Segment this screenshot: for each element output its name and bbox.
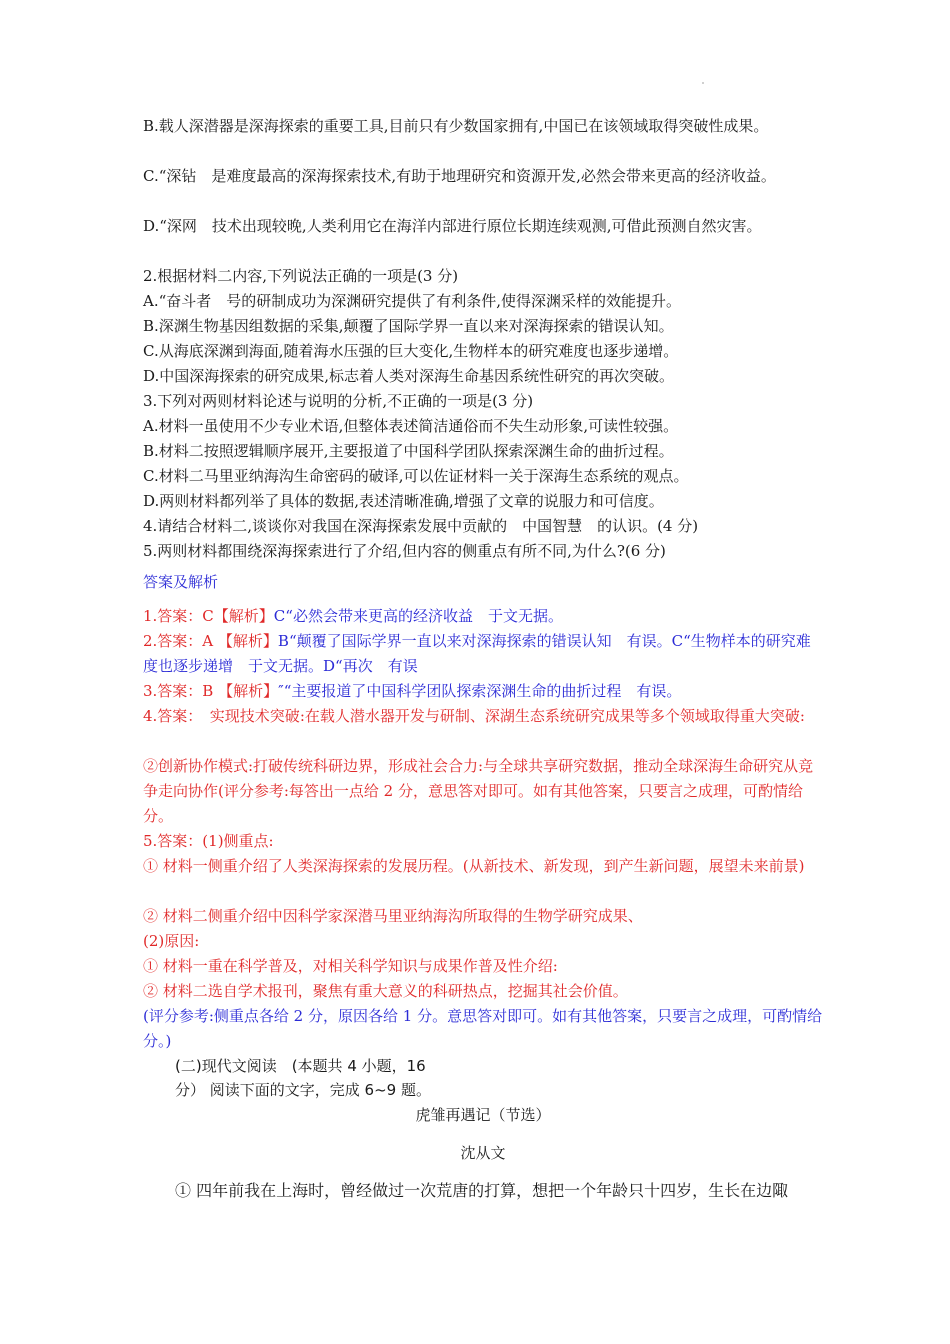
answer-5-focus-2: ② 材料二侧重介绍中因科学家深潜马里亚纳海沟所取得的生物学研究成果、 (143, 907, 643, 925)
answer-1-analysis: C“必然会带来更高的经济收益 于文无据。 (273, 607, 563, 625)
page-speck (702, 82, 704, 84)
q2-stem: 2.根据材料二内容,下列说法正确的一项是(3 分) (143, 267, 459, 285)
answer-5-reason-1: ① 材料一重在科学普及，对相关科学知识与成果作普及性介绍: (143, 957, 558, 975)
q1-option-c: C.“深钻 是难度最高的深海探索技术,有助于地理研究和资源开发,必然会带来更高的经济收益。 (143, 167, 776, 185)
answer-3-analysis: ″“主要报道了中国科学团队探索深渊生命的曲折过程 有误。 (278, 682, 682, 700)
answer-3-label: 3.答案：B 【解析】 (143, 682, 279, 700)
answers-heading: 答案及解析 (143, 573, 219, 591)
q5-stem: 5.两则材料都围绕深海探索进行了介绍,但内容的侧重点有所不同,为什么?(6 分) (143, 542, 666, 560)
answer-2 (143, 629, 823, 679)
answer-4-point-2: ②创新协作模式:打破传统科研边界，形成社会合力:与全球共享研究数据，推动全球深海生命研究从竞争走向协作(评分参考:每答出一点给 2 分，意思答对即可。如有其他答案，只要言之成理，可酌情给分。 (143, 757, 814, 825)
section-2-heading-line-2: 分） 阅读下面的文字，完成 6~9 题。 (175, 1081, 431, 1099)
q2-option-b: B.深渊生物基因组数据的采集,颠覆了国际学界一直以来对深海探索的错误认知。 (143, 317, 674, 335)
q2-option-d: D.中国深海探索的研究成果,标志着人类对深海生命基因系统性研究的再次突破。 (143, 367, 675, 385)
answer-2-label: 2.答案：A 【解析】 (143, 632, 278, 650)
passage-paragraph-1: ① 四年前我在上海时，曾经做过一次荒唐的打算，想把一个年龄只十四岁，生长在边陬 (175, 1181, 789, 1200)
answer-1 (143, 604, 823, 629)
answer-3 (143, 679, 823, 704)
q3-option-a: A.材料一虽使用不少专业术语,但整体表述简洁通俗而不失生动形象,可读性较强。 (143, 417, 679, 435)
q3-stem: 3.下列对两则材料论述与说明的分析,不正确的一项是(3 分) (143, 392, 534, 410)
answer-1-label: 1.答案：C【解析】 (143, 607, 274, 625)
q3-option-d: D.两则材料都列举了具体的数据,表述清晰准确,增强了文章的说服力和可信度。 (143, 492, 664, 510)
q1-option-b: B.载人深潜器是深海探索的重要工具,目前只有少数国家拥有,中国已在该领域取得突破性成果。 (143, 117, 769, 135)
answer-5-reason-heading: (2)原因: (143, 932, 200, 950)
q3-option-c: C.材料二马里亚纳海沟生命密码的破译,可以佐证材料一关于深海生态系统的观点。 (143, 467, 689, 485)
section-2-heading-line-1: (二)现代文阅读 (本题共 4 小题，16 (175, 1057, 426, 1075)
q4-stem: 4.请结合材料二,谈谈你对我国在深海探索发展中贡献的 中国智慧 的认识。(4 分) (143, 517, 699, 535)
q1-option-d: D.“深网 技术出现较晚,人类利用它在海洋内部进行原位长期连续观测,可借此预测自然灾害。 (143, 217, 762, 235)
answer-5-focus-1: ① 材料一侧重介绍了人类深海探索的发展历程。(从新技术、新发现，到产生新问题，展望未来前景) (143, 857, 805, 875)
passage-author: 沈从文 (460, 1144, 506, 1162)
answer-5-heading: 5.答案：(1)侧重点: (143, 832, 274, 850)
answer-2-analysis: B“颠覆了国际学界一直以来对深海探索的错误认知 有误。C“生物样本的研究难度也逐步递增 于文无据。D“再次 有误 (143, 632, 811, 675)
answer-4-point-1: 4.答案： 实现技术突破:在载人潜水器开发与研制、深湖生态系统研究成果等多个领域取得重大突破: (143, 707, 805, 725)
q2-option-a: A.“奋斗者 号的研制成功为深渊研究提供了有利条件,使得深渊采样的效能提升。 (143, 292, 682, 310)
answer-5-reason-2: ② 材料二选自学术报刊，聚焦有重大意义的科研热点，挖掘其社会价值。 (143, 982, 628, 1000)
q2-option-c: C.从海底深渊到海面,随着海水压强的巨大变化,生物样本的研究难度也逐步递增。 (143, 342, 679, 360)
passage-title: 虎雏再遇记（节选） (415, 1106, 551, 1124)
q3-option-b: B.材料二按照逻辑顺序展开,主要报道了中国科学团队探索深渊生命的曲折过程。 (143, 442, 674, 460)
answer-5-scoring-note: (评分参考:侧重点各给 2 分，原因各给 1 分。意思答对即可。如有其他答案，只要言之成理，可酌情给分。) (143, 1007, 823, 1050)
